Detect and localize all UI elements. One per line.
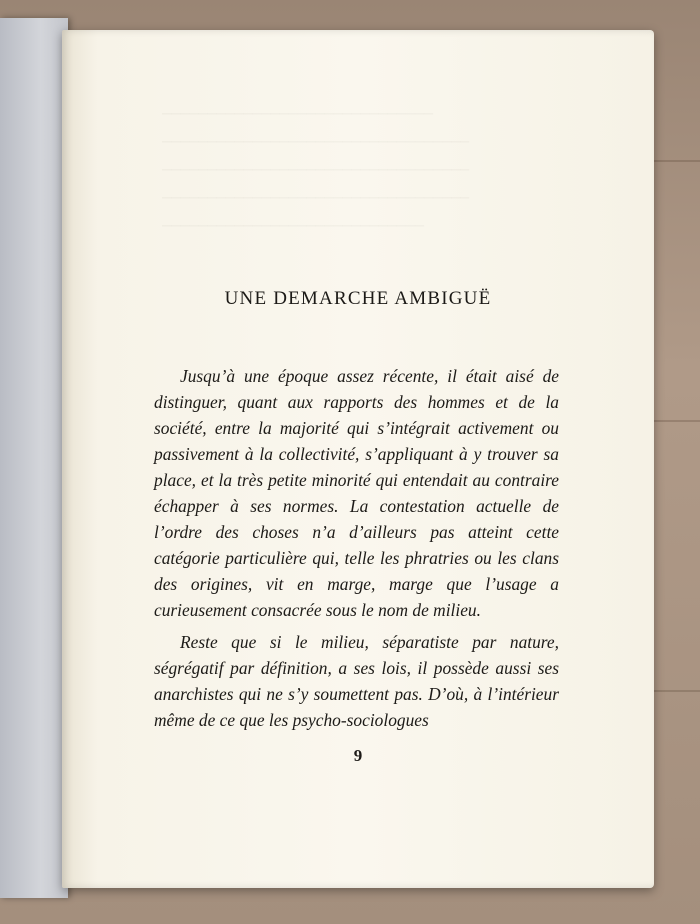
book-page [62, 30, 654, 888]
chapter-title: UNE DEMARCHE AMBIGUË [224, 288, 492, 309]
body-text [154, 363, 559, 733]
facing-page [0, 18, 68, 898]
paragraph: Jusqu’à une époque assez récente, il était aisé de distinguer, quant aux rapports des hommes et de la société, entre la majorité qui s’intégrait activement ou passivement à la collectivité, s’appliquant à y trouver sa place, et la très petite minorité qui entendait au contraire échapper à ses normes. La contestation actuelle de l’ordre des choses n’a d’ailleurs pas atteint cette catégorie particulière qui, telle les phratries ou les clans des origines, vit en marge, marge que l’usage a curieusement consacrée sous le nom de milieu. [154, 366, 559, 620]
show-through-text [162, 100, 562, 240]
paragraph: Reste que si le milieu, séparatiste par nature, ségrégatif par définition, a ses lois, il possède aussi ses anarchistes qui ne s’y soumettent pas. D’où, à l’intérieur même de ce que les psycho-sociologues [154, 632, 559, 730]
page-number: 9 [353, 746, 363, 765]
